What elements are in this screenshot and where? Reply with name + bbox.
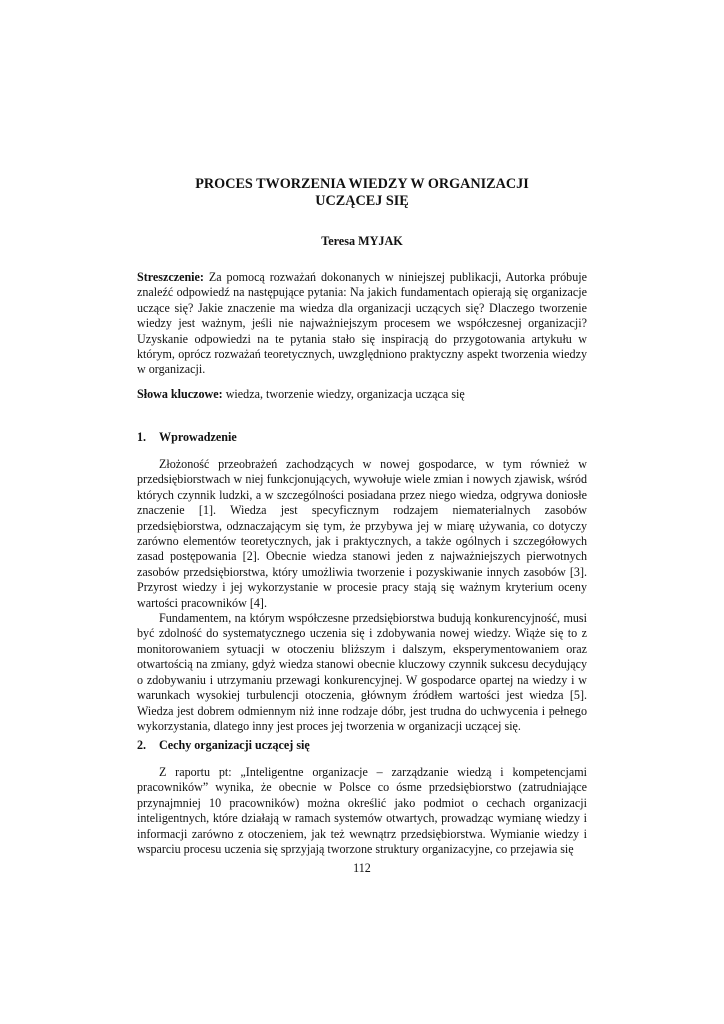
keywords [137,387,587,402]
keywords-label: Słowa kluczowe: [137,387,223,401]
paragraph: Złożoność przeobrażeń zachodzących w nowej gospodarce, w tym również w przedsiębiorstwach w niej funkcjonujących, wywołuje wiele zmian i nowych zjawisk, wśród których czynnik ludzki, a w szczególności posiadana przez niego wiedza, odgrywa doniosłe znaczenie [1]. Wiedza jest specyficznym rodzajem niematerialnych zasobów przedsiębiorstwa, odznaczającym się tym, że przybywa jej w miarę używania, co dotyczy zarówno elementów teoretycznych, jak i praktycznych, a także ogólnych i szczegółowych zasad postępowania [2]. Obecnie wiedza stanowi jeden z najważniejszych pierwotnych zasobów przedsiębiorstwa, który umożliwia tworzenie i pozyskiwanie innych zasobów [3]. Przyrost wiedzy i jej wykorzystanie w procesie pracy stają się ważnym kryterium oceny wartości pracowników [4]. [137,457,587,610]
section-number-1: 1. [137,430,147,444]
abstract [137,270,587,378]
paragraph: Fundamentem, na którym współczesne przedsiębiorstwa budują konkurencyjność, musi być zdolność do systematycznego uczenia się i zdobywania nowej wiedzy. Wiąże się to z monitorowaniem sytuacji w otoczeniu bliższym i dalszym, eksperymentowaniem oraz otwartością na zmiany, gdyż wiedza stanowi obecnie kluczowy czynnik sukcesu decydujący o zdobywaniu i utrzymaniu przewagi konkurencyjnej. W gospodarce opartej na wiedzy i w warunkach wysokiej turbulencji otoczenia, głównym źródłem wartości jest wiedza [5]. Wiedza jest dobrem odmiennym niż inne rodzaje dóbr, jest trudna do uchwycenia i pełnego wykorzystania, dlatego inny jest proces jej tworzenia w organizacji uczącej się. [137,611,587,733]
section-number-2: 2. [137,738,147,752]
title-line-1: PROCES TWORZENIA WIEDZY W ORGANIZACJI [195,176,529,192]
section-heading-1 [137,430,237,445]
abstract-text: Za pomocą rozważań dokonanych w niniejszej publikacji, Autorka próbuje znaleźć odpowiedź na następujące pytania: Na jakich fundamentach opierają się organizacje uczące się? Jakie znaczenie ma wiedza dla organizacji uczących się? Dlaczego tworzenie wiedzy jest ważnym, jeśli nie najważniejszym procesem we współczesnej organizacji? Uzyskanie odpowiedzi na te pytania stało się inspiracją do przygotowania artykułu w którym, oprócz rozważań teoretycznych, uwzględniono praktyczny aspekt tworzenia wiedzy w organizacji. [137,270,587,377]
author-name: Teresa MYJAK [321,234,403,248]
paper-title [137,176,587,210]
section-title-1: Wprowadzenie [159,430,237,444]
abstract-label: Streszczenie: [137,270,204,284]
section-2-body [137,765,587,857]
keywords-text: wiedza, tworzenie wiedzy, organizacja ucząca się [222,387,465,401]
title-line-2: UCZĄCEJ SIĘ [315,193,409,209]
section-1-body [137,457,587,734]
section-heading-2 [137,738,310,753]
section-title-2: Cechy organizacji uczącej się [159,738,310,752]
page-number: 112 [353,861,371,875]
paragraph: Z raportu pt: „Inteligentne organizacje – zarządzanie wiedzą i kompetencjami pracowników” wynika, że obecnie w Polsce co ósme przedsiębiorstwo (zatrudniające przynajmniej 10 pracowników) można określić jako podmiot o cechach organizacji inteligentnych, które działają w ramach systemów otwartych, prowadząc wymianę wiedzy i informacji zarówno z otoczeniem, jak też wewnątrz przedsiębiorstwa. Wymianie wiedzy i wsparciu procesu uczenia się sprzyjają tworzone struktury organizacyjne, co przejawia się [137,765,587,857]
